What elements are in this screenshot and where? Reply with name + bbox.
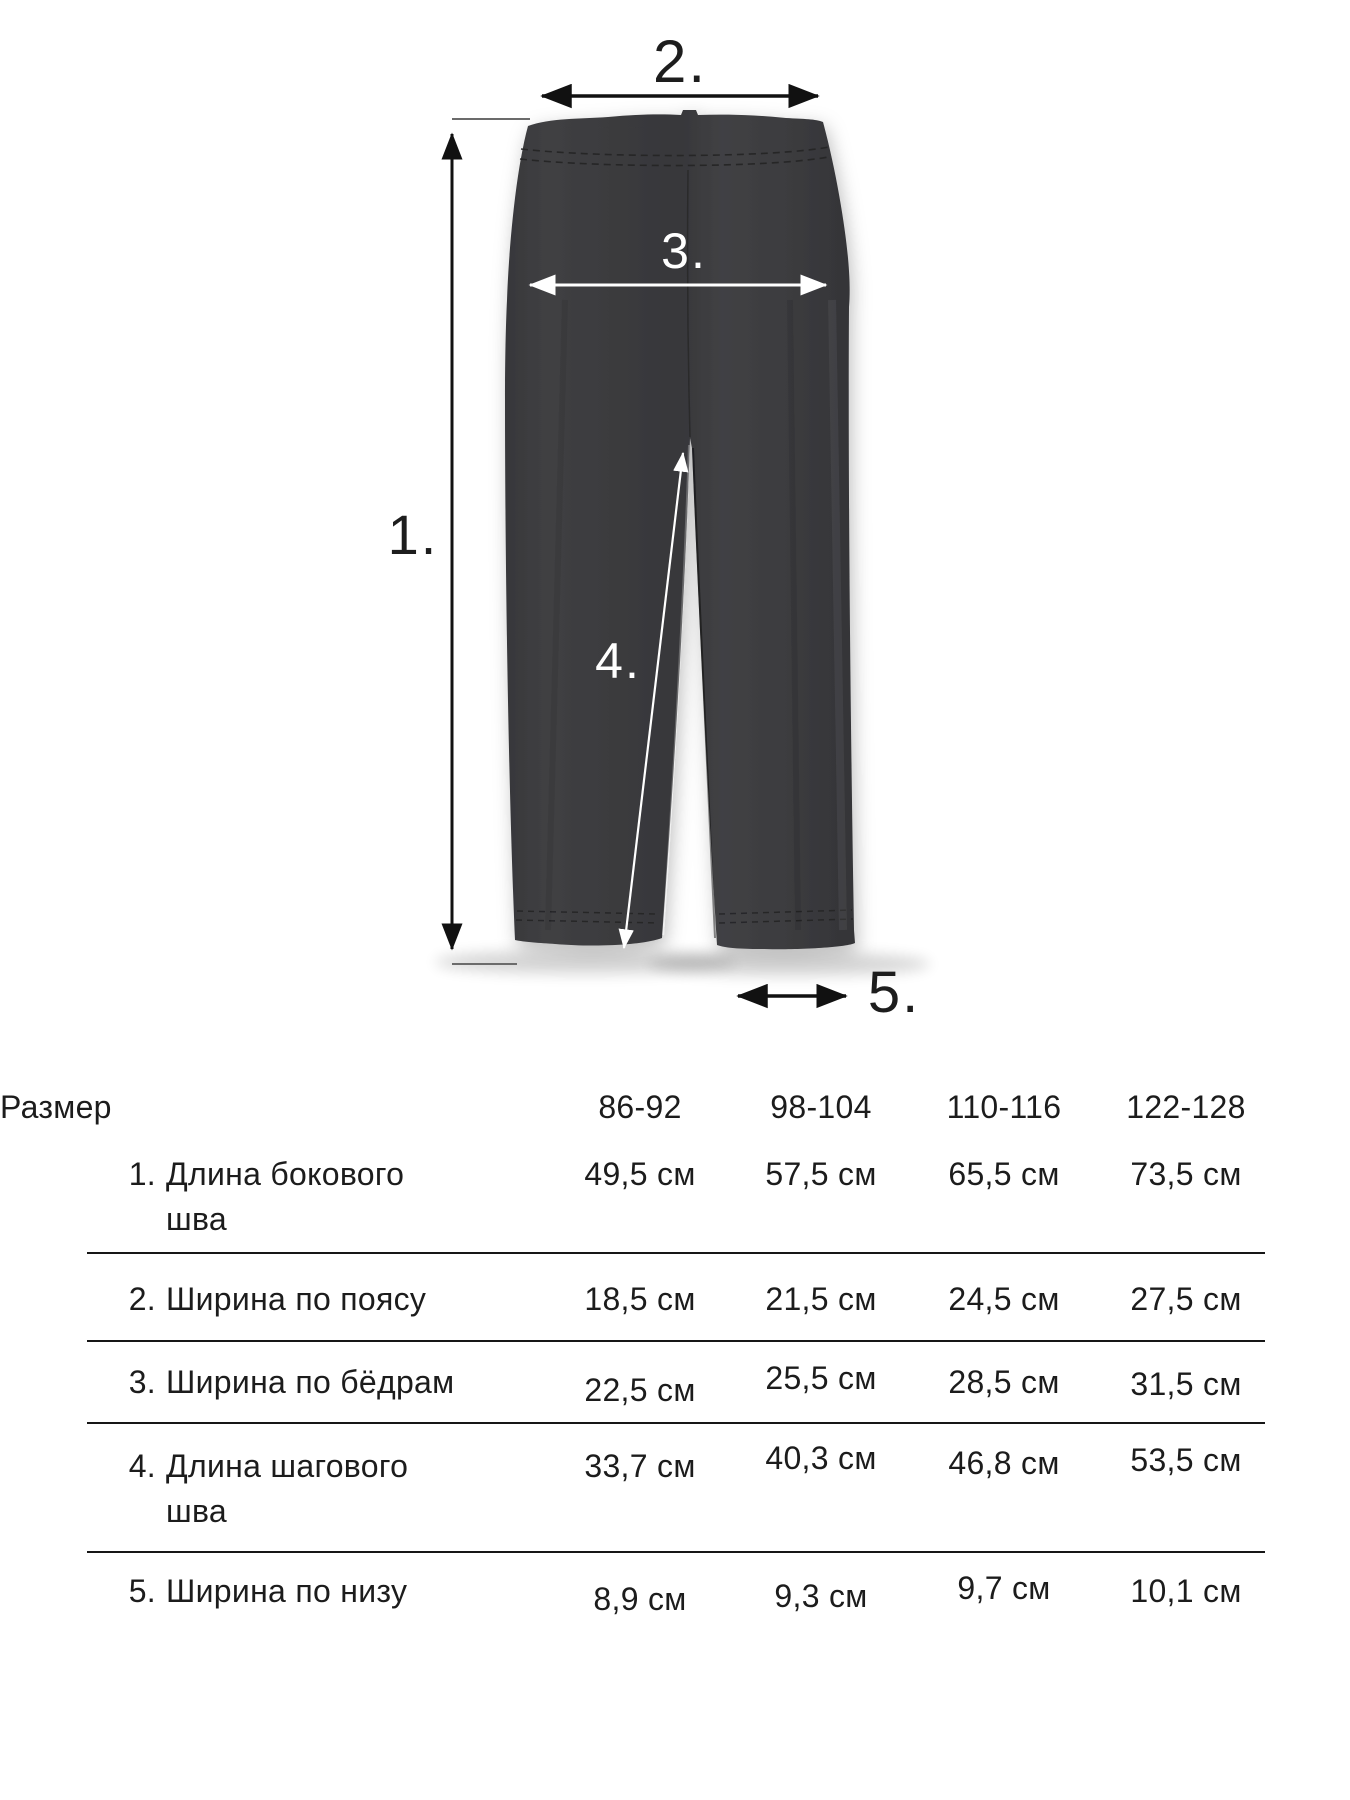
value-cell: 10,1 см — [1130, 1573, 1242, 1609]
row-label-line: Длина бокового — [166, 1156, 405, 1192]
size-table-header — [0, 1085, 1350, 1130]
value-cell: 65,5 см — [948, 1156, 1060, 1192]
value-cell: 57,5 см — [765, 1156, 877, 1192]
value-cell: 24,5 см — [948, 1281, 1060, 1317]
row-number: 2. — [128, 1281, 156, 1317]
row-number: 4. — [128, 1448, 156, 1484]
value-cell: 18,5 см — [584, 1281, 696, 1317]
row-divider — [87, 1340, 1265, 1342]
row-divider — [87, 1551, 1265, 1553]
size-column-header: 110-116 — [946, 1089, 1062, 1125]
row-label — [166, 1277, 526, 1322]
size-header-label: Размер — [0, 1089, 112, 1125]
value-cell: 31,5 см — [1130, 1366, 1242, 1402]
value-cell: 9,7 см — [957, 1570, 1051, 1606]
row-label-line: Ширина по поясу — [166, 1281, 427, 1317]
size-column-header: 86-92 — [598, 1089, 682, 1125]
size-column-header: 98-104 — [770, 1089, 872, 1125]
value-cell: 73,5 см — [1130, 1156, 1242, 1192]
measure-label-1: 1. — [387, 503, 439, 566]
row-divider — [87, 1252, 1265, 1254]
value-cell: 33,7 см — [584, 1448, 696, 1484]
value-cell: 27,5 см — [1130, 1281, 1242, 1317]
row-label-line: Ширина по низу — [166, 1573, 408, 1609]
row-label-line: шва — [166, 1493, 228, 1529]
row-divider — [87, 1422, 1265, 1424]
row-number: 3. — [128, 1364, 156, 1400]
size-column-header: 122-128 — [1126, 1089, 1246, 1125]
row-label — [166, 1360, 526, 1405]
measure-label-2: 2. — [652, 28, 708, 95]
value-cell: 46,8 см — [948, 1445, 1060, 1481]
value-cell: 49,5 см — [584, 1156, 696, 1192]
value-cell: 40,3 см — [765, 1440, 877, 1476]
row-label-line: Длина шагового — [166, 1448, 409, 1484]
value-cell: 21,5 см — [765, 1281, 877, 1317]
row-label — [166, 1152, 526, 1242]
value-cell: 53,5 см — [1130, 1442, 1242, 1478]
value-cell: 8,9 см — [593, 1581, 687, 1617]
row-label-line: шва — [166, 1201, 228, 1237]
row-label — [166, 1444, 526, 1534]
row-label-line: Ширина по бёдрам — [166, 1364, 455, 1400]
row-number: 1. — [128, 1156, 156, 1192]
measure-label-3: 3. — [661, 223, 707, 279]
measure-label-4: 4. — [595, 633, 641, 689]
value-cell: 22,5 см — [584, 1372, 696, 1408]
measure-label-5: 5. — [867, 960, 921, 1025]
value-cell: 28,5 см — [948, 1364, 1060, 1400]
row-number: 5. — [128, 1573, 156, 1609]
row-label — [166, 1569, 526, 1614]
value-cell: 25,5 см — [765, 1360, 877, 1396]
value-cell: 9,3 см — [774, 1578, 868, 1614]
